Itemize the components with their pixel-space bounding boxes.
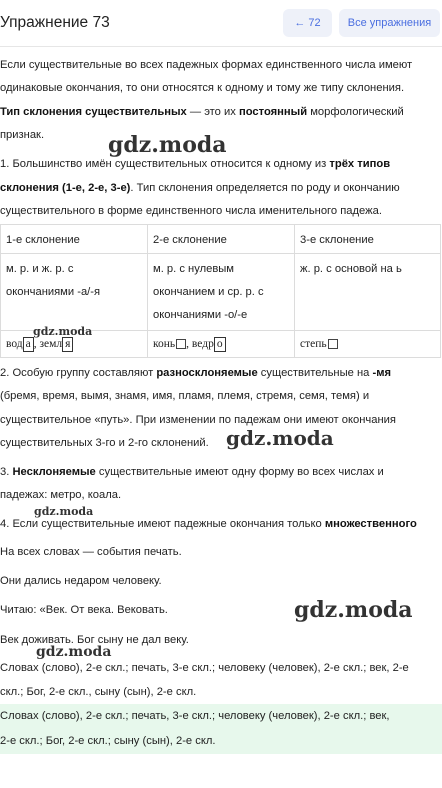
table-cell (1, 254, 148, 331)
answer-line: скл.; Бог, 2-е скл., сыну (сын), 2-е скл. (0, 686, 197, 698)
word-stem: ведр (191, 338, 214, 350)
text-fragment: . Тип склонения определяется по роду и окончанию (130, 182, 400, 194)
exercise-line: Век доживать. Бог сыну не дал веку. (0, 634, 189, 646)
rule-text-line: падежах: метро, коала. (0, 489, 122, 501)
exercise-line: Они дались недаром человеку. (0, 575, 162, 587)
rule-text-line: существительных 3-го и 2-го склонений. (0, 437, 209, 449)
example-cell (148, 331, 295, 358)
table-cell (148, 254, 295, 331)
watermark: gdz.moda (34, 505, 94, 518)
text-fragment: морфологический (307, 106, 404, 118)
rule-text-line (0, 461, 442, 484)
rule-text-line: существительного в форме единственного числа именительного падежа. (0, 205, 382, 217)
table-header-cell: 3-е склонение (295, 225, 441, 254)
ending-box: о (214, 337, 226, 352)
rule-text-line: признак. (0, 129, 45, 141)
cell-line: ж. р. с основой на ь (300, 263, 402, 275)
bold-term: -мя (372, 367, 392, 379)
word: конь (153, 338, 176, 350)
separator: , (33, 338, 40, 350)
text-fragment: 2. Особую группу составляют (0, 367, 157, 379)
text-fragment: существительные имеют одну форму во всех числах и (95, 466, 384, 478)
table-row (1, 225, 441, 254)
bold-term: постоянный (238, 106, 308, 118)
all-exercises-button[interactable]: Все упражнения (339, 9, 440, 37)
exercise-line: На всех словах — события печать. (0, 546, 182, 558)
watermark: gdz.moda (108, 132, 227, 158)
previous-exercise-button[interactable]: ← 72 (283, 9, 332, 37)
text-fragment: существительные на (257, 367, 373, 379)
cell-line: окончанием и ср. р. с (153, 286, 264, 298)
rule-text-line: Если существительные во всех падежных формах единственного числа имеют (0, 59, 413, 71)
rule-text-line: (бремя, время, вымя, знамя, имя, пламя, племя, стремя, семя, темя) и (0, 390, 370, 402)
bold-term: Тип склонения существительных (0, 106, 187, 118)
bold-term: склонения (1-е, 2-е, 3-е) (0, 182, 131, 194)
rule-text-line (0, 362, 442, 385)
text-fragment: 3. (0, 466, 13, 478)
table-header-cell: 2-е склонение (148, 225, 295, 254)
table-row (1, 254, 441, 331)
table-header-cell: 1-е склонение (1, 225, 148, 254)
example-cell (295, 331, 441, 358)
watermark: gdz.moda (294, 597, 413, 623)
page-header (0, 0, 442, 47)
word: степь (300, 338, 327, 350)
rule-text-line (0, 177, 442, 200)
zero-ending-box (176, 339, 186, 349)
word-stem: вод (6, 338, 23, 350)
zero-ending-box (328, 339, 338, 349)
text-fragment: — это их (186, 106, 239, 118)
text-fragment: 1. Большинство имён существительных относится к одному из (0, 158, 330, 170)
table-cell (295, 254, 441, 331)
rule-text-line: одинаковые окончания, то они относятся к одному и тому же типу склонения. (0, 82, 405, 94)
answer-highlight-line: 2-е скл.; Бог, 2-е скл.; сыну (сын), 2-е скл. (0, 735, 216, 747)
ending-box: а (23, 337, 34, 352)
rule-text-line (0, 101, 442, 124)
bold-term: трёх типов (329, 158, 391, 170)
rule-text-line: существительное «путь». При изменении по падежам они имеют окончания (0, 414, 396, 426)
cell-line: м. р. с нулевым (153, 263, 234, 275)
watermark: gdz.moda (36, 644, 112, 660)
bold-term: Несклоняемые (12, 466, 96, 478)
bold-term: множественного (324, 518, 417, 530)
exercise-line: Читаю: «Век. От века. Вековать. (0, 604, 168, 616)
cell-line: м. р. и ж. р. с (6, 263, 74, 275)
ending-box: я (62, 337, 73, 352)
page-title: Упражнение 73 (0, 14, 110, 31)
answer-highlight-line: Словах (слово), 2-е скл.; печать, 3-е скл.; человеку (человек), 2-е скл.; век, (0, 710, 390, 722)
answer-line: Словах (слово), 2-е скл.; печать, 3-е скл.; человеку (человек), 2-е скл.; век, 2-е (0, 662, 409, 674)
cell-line: окончаниями -а/-я (6, 286, 101, 298)
separator: , (186, 338, 192, 350)
word-stem: земл (39, 338, 63, 350)
cell-line: окончаниями -о/-е (153, 309, 248, 321)
bold-term: разносклоняемые (156, 367, 258, 379)
text-fragment: 4. Если существительные имеют падежные окончания только (0, 518, 325, 530)
watermark: gdz.moda (226, 426, 334, 450)
watermark: gdz.moda (33, 325, 93, 338)
